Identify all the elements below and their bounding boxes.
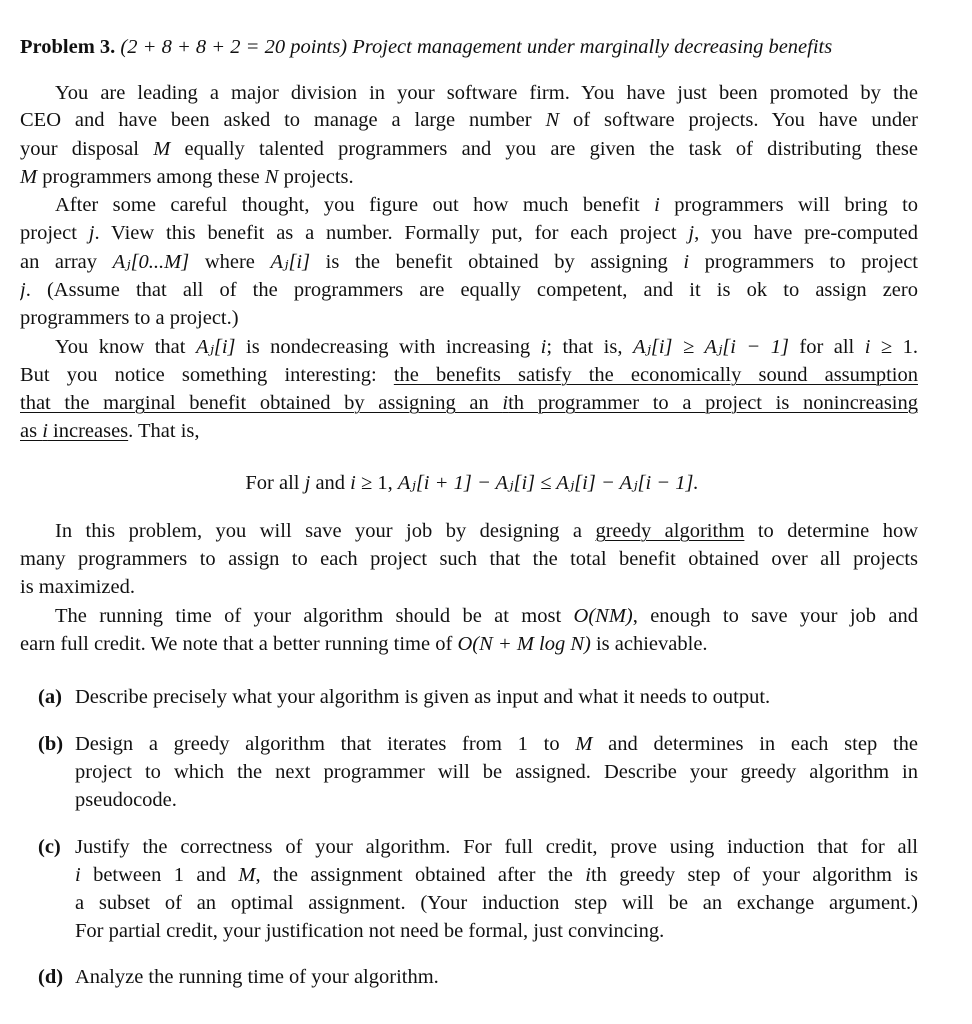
text-segment: , the assignment obtained after the	[255, 864, 586, 886]
paragraph-line	[20, 219, 918, 247]
text-segment: th greedy step of your algorithm is	[590, 864, 918, 886]
text-segment: programmers will bring to	[659, 194, 918, 216]
math-text: M	[238, 864, 256, 886]
equation	[0, 469, 958, 497]
text-segment: After some careful thought, you figure out how much benefit	[55, 194, 655, 216]
math-text: M	[575, 733, 593, 755]
text-segment: of software projects. You have under	[559, 109, 918, 131]
text-segment: programmers to project	[689, 251, 918, 273]
text-segment: is nondecreasing with increasing	[235, 336, 541, 358]
text-segment: for all	[788, 336, 865, 358]
math-text: j	[304, 472, 311, 494]
paragraph-line	[20, 573, 135, 601]
paragraph-line	[55, 517, 918, 545]
text-segment: CEO and have been asked to manage a large number	[20, 109, 546, 131]
math-text: j	[20, 279, 26, 301]
math-text: Aⱼ[i + 1] − Aⱼ[i] ≤ Aⱼ[i] − Aⱼ[i − 1].	[397, 472, 699, 494]
text-segment: You know that	[55, 336, 196, 358]
part-line	[75, 833, 918, 861]
math-text: Aⱼ[i] ≥ Aⱼ[i − 1]	[632, 336, 789, 358]
math-text: O(N + M log N)	[457, 633, 591, 655]
part-line	[75, 786, 177, 814]
underlined-text: greedy algorithm	[595, 520, 745, 542]
math-text: M	[153, 138, 171, 160]
math-text: j	[688, 222, 695, 244]
paragraph-line	[55, 79, 918, 107]
paragraph-line	[55, 191, 918, 219]
problem-heading: (2 + 8 + 8 + 2 = 20 points) Project management under marginally decreasing benefits	[120, 36, 833, 58]
text-segment: The running time of your algorithm should be at most	[55, 605, 574, 627]
paragraph-line	[55, 602, 918, 630]
text-segment: a subset of an optimal assignment. (Your induction step will be an exchange argument.)	[75, 892, 918, 914]
text-segment: earn full credit. We note that a better running time of	[20, 633, 458, 655]
text-segment: ≥ 1,	[355, 472, 398, 494]
math-text: i	[350, 472, 356, 494]
underlined-text: th programmer to a project is nonincreasing	[508, 392, 918, 414]
part-line	[75, 917, 664, 945]
underlined-text: i	[502, 392, 509, 414]
underlined-text: that the marginal benefit obtained by assigning an	[20, 392, 503, 414]
text-segment: Justify the correctness of your algorithm. For full credit, prove using induction that for all	[75, 836, 918, 858]
paragraph-line	[20, 389, 918, 417]
paragraph-line	[20, 417, 200, 445]
math-text: Aⱼ[0...M]	[112, 251, 190, 273]
underlined-text: as	[20, 420, 43, 442]
text-segment: But you notice something interesting:	[20, 364, 394, 386]
text-segment: Design a greedy algorithm that iterates from 1 to	[75, 733, 576, 755]
paragraph-line	[55, 333, 918, 361]
part-label: (d)	[38, 966, 64, 988]
text-segment: . View this benefit as a number. Formally put, for each project	[94, 222, 689, 244]
text-segment: For all	[245, 472, 305, 494]
math-text: N	[264, 166, 279, 188]
text-segment: For partial credit, your justification not need be formal, just convincing.	[75, 920, 665, 942]
text-segment: programmers among these	[37, 166, 265, 188]
math-text: Aⱼ[i]	[195, 336, 236, 358]
text-segment: ≥ 1.	[870, 336, 918, 358]
underlined-text: increases	[47, 420, 129, 442]
text-segment: programmers to a project.)	[20, 307, 239, 329]
part-line	[75, 683, 770, 711]
math-text: N	[545, 109, 560, 131]
math-text: j	[88, 222, 95, 244]
text-segment: In this problem, you will save your job by designing a	[55, 520, 596, 542]
text-segment: your disposal	[20, 138, 154, 160]
problem-label: Problem 3.	[20, 36, 116, 58]
paragraph-line	[20, 106, 918, 134]
part-line	[75, 861, 918, 889]
paragraph-line	[20, 361, 918, 389]
math-text: O(NM)	[573, 605, 633, 627]
underlined-text: the benefits satisfy the economically sound assumption	[393, 364, 918, 386]
text-segment: between 1 and	[80, 864, 239, 886]
problem-title	[20, 33, 832, 61]
text-segment: equally talented programmers and you are given the task of distributing these	[170, 138, 918, 160]
part-line	[75, 889, 918, 917]
part-label: (c)	[38, 836, 61, 858]
text-segment: many programmers to assign to each project such that the total benefit obtained over all projects	[20, 548, 918, 570]
math-text: i	[540, 336, 547, 358]
text-segment: and determines in each step the	[592, 733, 918, 755]
underlined-text: i	[42, 420, 48, 442]
part-line	[75, 730, 918, 758]
math-text: Aⱼ[i]	[270, 251, 311, 273]
text-segment: and	[310, 472, 351, 494]
text-segment: pseudocode.	[75, 789, 177, 811]
text-segment: to determine how	[744, 520, 918, 542]
text-segment: is the benefit obtained by assigning	[310, 251, 684, 273]
text-segment: projects.	[278, 166, 354, 188]
text-segment: project to which the next programmer will be assigned. Describe your greedy algorithm in	[75, 761, 918, 783]
math-text: i	[75, 864, 81, 886]
math-text: M	[20, 166, 38, 188]
text-segment: Analyze the running time of your algorithm.	[75, 966, 439, 988]
part-line	[75, 758, 918, 786]
math-text: i	[654, 194, 660, 216]
text-segment: , enough to save your job and	[632, 605, 918, 627]
text-segment: . That is,	[128, 420, 200, 442]
paragraph-line	[20, 630, 708, 658]
math-text: i	[864, 336, 871, 358]
paragraph-line	[20, 163, 354, 191]
text-segment: Describe precisely what your algorithm is given as input and what it needs to output.	[75, 686, 771, 708]
part-label: (a)	[38, 686, 62, 708]
text-segment: . (Assume that all of the programmers are equally competent, and it is ok to assign zero	[25, 279, 918, 301]
paragraph-line	[20, 248, 918, 276]
paragraph-line	[20, 276, 918, 304]
text-segment: You are leading a major division in your software firm. You have just been promoted by the	[55, 82, 918, 104]
part-label: (b)	[38, 733, 64, 755]
text-segment: , you have pre-computed	[694, 222, 918, 244]
paragraph-line	[20, 135, 918, 163]
text-segment: is maximized.	[20, 576, 136, 598]
paragraph-line	[20, 304, 239, 332]
text-segment: where	[189, 251, 271, 273]
math-text: i	[683, 251, 690, 273]
text-segment: is achievable.	[590, 633, 708, 655]
text-segment: project	[20, 222, 89, 244]
text-segment: an array	[20, 251, 113, 273]
part-line	[75, 963, 439, 991]
text-segment: ; that is,	[546, 336, 633, 358]
paragraph-line	[20, 545, 918, 573]
math-text: i	[585, 864, 591, 886]
